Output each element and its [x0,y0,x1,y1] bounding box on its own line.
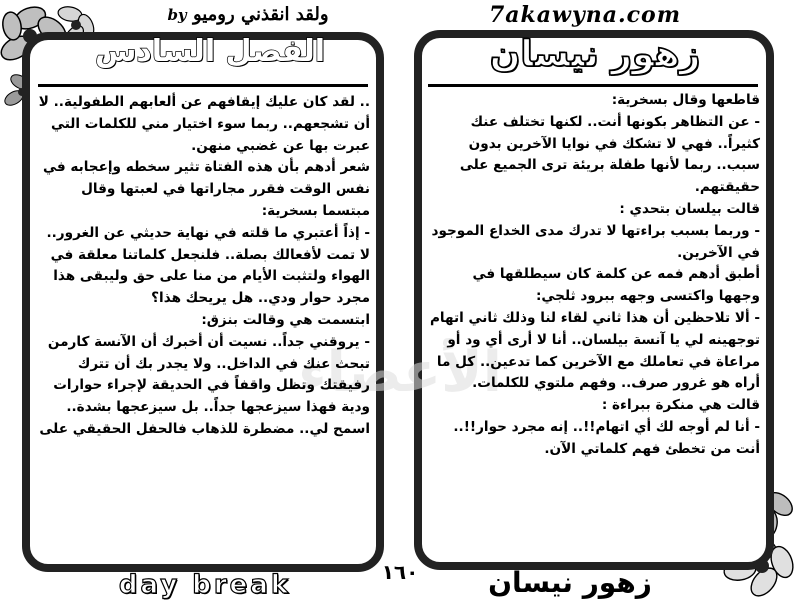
site-name: 7akawyna.com [488,2,682,28]
footer-right-label: زهور نيسان [488,566,652,599]
footer-left-label: day break [118,570,292,600]
paragraph: شعر أدهم بأن هذه الفتاة تثير سخطه وإعجابه في نفس الوقت فقرر مجاراتها في لعبتها وقال مبتسما بسخرية: [42,159,370,219]
right-page-text [428,90,760,556]
paragraph: - عن التظاهر بكونها أنت.. لكنها تختلف عنك كثيراً.. فهي لا تشكك في نوايا الآخرين بدون سبب.. ربما لأنها طفلة بريئة ترى الجميع على حقيقتهم. [459,113,760,196]
paragraph: قالت هي منكرة ببراءة : [601,397,760,414]
author-byline [120,4,370,28]
paragraph: - إذاً أعتبري ما قلته في نهاية حديثي عن الغرور.. لا تمت لأفعالك بصلة.. فلنجعل كلماتنا معلقة في الهواء ولتثبت الأيام من منا على حق وليبقى هذا مجرد حوار ودي.. هل يريحك هذا؟ [46,224,370,307]
paragraph: - وربما بسبب براءتها لا تدرك مدى الخداع الموجود في الآخرين. [431,222,760,261]
book-title: زهور نيسان [489,34,701,75]
chapter-title: الفصل السادس [94,34,326,69]
left-page-text [36,92,370,556]
paragraph: أطبق أدهم فمه عن كلمة كان سيطلقها في وجهها واكتسى وجهه ببرود ثلجي: [472,266,760,305]
title-divider [428,84,758,87]
paragraph: - ألا تلاحظين أن هذا ثاني لقاء لنا وذلك ثاني اتهام توجهينه لي يا آنسة بيلسان.. أنا لا أرى أي ود أو مراعاة في تعاملك مع الآخرين كما تدعين.. كل ما أراه هو غرور صرف.. وفهم ملتوي للكلمات. [429,309,760,392]
paragraph: - يروقني جداً.. نسيت أن أخبرك أن الآنسة كارمن تبحث عنك في الداخل.. ولا يجدر بك أن تترك رفيقتك وتظل واقفاً في الحديقة لإجراء حوارات ودية فهذا سيزعجها جداً.. بل سيزعجها بشدة.. اسمح لي.. مضطرة للذهاب فالحفل الحقيقي على [39,333,370,437]
byline-text: ولقد انقذني روميو [192,4,329,25]
chapter-divider [38,84,368,87]
top-header [0,0,800,30]
paragraph: قالت بيلسان بتحدي : [619,200,760,217]
paragraph: - أنا لم أوجه لك أي اتهام!!.. إنه مجرد حوار!!.. أنت من تخطئ فهم كلماتي الآن. [453,418,760,457]
paragraph: ابتسمت هي وقالت بنزق: [201,311,370,328]
paragraph: .. لقد كان عليك إيقافهم عن ألعابهم الطفولية.. لا أن تشجعهم.. ربما سوء اختيار مني للكلمات التي عبرت بها عن غضبي منهن. [38,94,370,154]
watermark: الأعضاء [298,340,502,405]
page-number: ١٦٠ [381,560,419,584]
paragraph: قاطعها وقال بسخرية: [611,92,760,108]
byline-by: by [167,6,187,24]
